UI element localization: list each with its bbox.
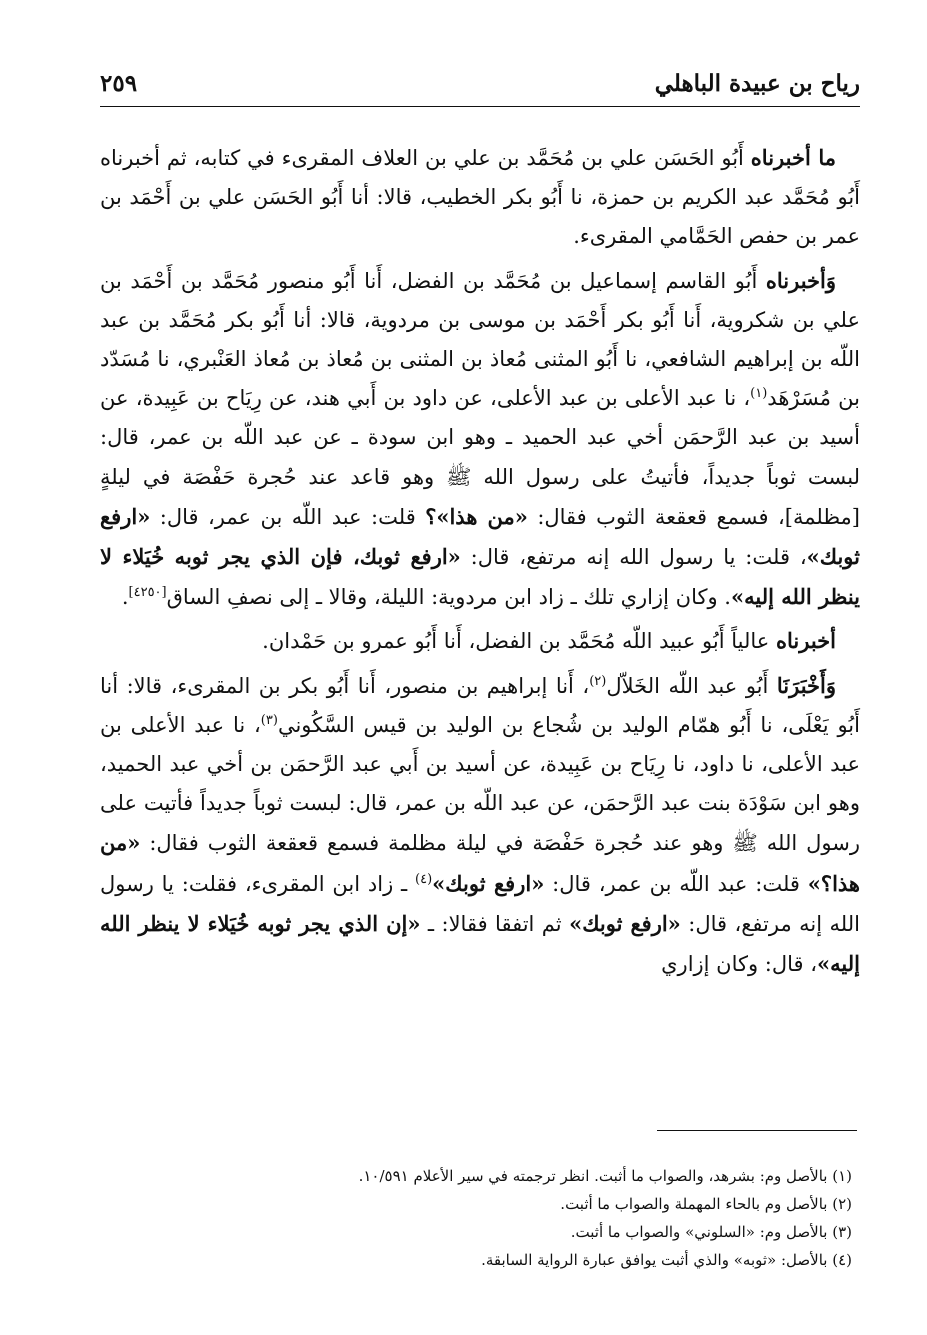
footnote-marker: (١)	[750, 386, 768, 402]
paragraph-4	[100, 666, 860, 985]
hadith-quote: «إن الذي يجر ثوبه خُيَلاء لا ينظر الله إليه»	[100, 910, 860, 977]
paragraph-text: . وكان إزاري تلك ـ زاد ابن مردوية: الليلة، وقالا ـ إلى نصفِ الساق	[166, 585, 731, 610]
page-number: ٢٥٩	[100, 70, 138, 97]
footnote-3: (٣) بالأصل وم: «السلوني» والصواب ما أثبت.	[570, 1223, 852, 1241]
paragraph-1	[100, 138, 860, 257]
footnotes	[100, 1162, 860, 1274]
footnote-marker: (٤)	[415, 871, 433, 887]
paragraph-text: أَبُو الحَسَن علي بن مُحَمَّد بن علي بن العلاف المقرىء في كتابه، ثم أخبرناه أَبُو مُحَمَّد عبد الكريم بن حمزة، نا أَبُو بكر الخطيب، قالا: أنا أَبُو الحَسَن علي بن أَحْمَد بن عمر بن حفص الحَمَّامي المقرىء.	[100, 146, 860, 249]
paragraph-text: ، نا عبد الأعلى بن عبد الأعلى، نا داود، نا رِيَاح بن عَبِيدة، عن أسيد بن أَبي عبد الرَّحمَن بن أخي عبد الحميد، وهو ابن سَوْدَة بنت عبد الرَّحمَن، عن عبد اللّه بن عمر، قال: لبست ثوباً جديداً فأتيت على رسول الله ﷺ وهو عند حُجرة حَفْصَة في ليلة مظلمة فسمع قعقعة الثوب فقال:	[100, 712, 860, 856]
hadith-quote: «ارفع ثوبك»	[100, 503, 860, 570]
paragraph-lead: وَأخبرناه	[765, 267, 836, 293]
paragraph-text: أَبُو عبد اللّه الخَلاّل	[606, 673, 777, 698]
reference-number: [٤٢٥٠]	[128, 585, 167, 601]
hadith-quote: «من هذا»؟	[425, 503, 528, 529]
paragraph-text: قلت: عبد اللّه بن عمر، قال:	[150, 504, 426, 529]
running-header	[100, 66, 860, 107]
hadith-quote: «ارفع ثوبك»	[432, 870, 545, 896]
paragraph-text: ، أَنا إبراهيم بن منصور، أَنا أَبُو بكر بن المقرىء، قالا: أنا أَبُو يَعْلَى، نا أَبُو همّام الوليد بن شُجاع بن الوليد بن قيس السَّكُوني	[100, 673, 860, 737]
footnote-divider	[657, 1130, 857, 1131]
paragraph-text: ، قال: وكان إزاري	[661, 952, 818, 977]
hadith-quote: «ارفع ثوبك»	[569, 910, 681, 936]
paragraph-text: ثم اتفقا فقالا: ـ	[420, 911, 570, 936]
paragraph-lead: أخبرناه	[776, 628, 836, 654]
hadith-quote: «ارفع ثوبك، فإن الذي يجر ثوبه خُيَلاء لا ينظر الله إليه»	[100, 544, 860, 610]
paragraph-lead: ما أخبرناه	[750, 145, 836, 170]
footnote-marker: (٣)	[260, 712, 278, 728]
paragraph-text: ـ زاد ابن المقرىء، فقلت: يا رسول الله إنه مرتفع، قال:	[100, 871, 860, 936]
footnote-2: (٢) بالأصل وم بالحاء المهملة والصواب ما أثبت.	[560, 1195, 852, 1213]
paragraph-lead: وَأَخْبَرَنَا	[776, 672, 837, 698]
paragraph-text: ، نا عبد الأعلى بن عبد الأعلى، عن داود بن أَبي هند، عن رِيَاح بن عَبِيدة، عن أسيد بن عبد الرَّحمَن أخي عبد الحميد ـ وهو ابن سودة ـ عن عبد اللّه بن عمر، قال: لبست ثوباً جديداً، فأتيتُ على رسول الله ﷺ وهو قاعد عند حُجرة حَفْصَة في ليلةٍ [مظلمة]، فسمع قعقعة الثوب فقال:	[100, 386, 860, 529]
footnote-1: (١) بالأصل وم: بشرهد، والصواب ما أثبت. انظر ترجمته في سير الأعلام ١٠/٥٩١.	[358, 1167, 852, 1185]
main-text	[100, 138, 860, 988]
paragraph-text: أَبُو القاسم إسماعيل بن مُحَمَّد بن الفضل، أَنا أَبُو منصور مُحَمَّد بن أَحْمَد بن علي بن شكروية، أَنا أَبُو بكر أَحْمَد بن موسى بن مردوية، قالا: أنا أَبُو بكر مُحَمَّد بن عبد اللّه بن إبراهيم الشافعي، نا أَبُو المثنى مُعاذ بن المثنى بن مُعاذ بن مُعاذ العَنْبري، نا مُسَدّد بن مُسَرْهَد	[100, 268, 860, 411]
footnote-marker: (٢)	[589, 673, 607, 689]
paragraph-3	[100, 621, 860, 661]
footnote-4: (٤) بالأصل: «ثوبه» والذي أثبت يوافق عبارة الرواية السابقة.	[481, 1251, 852, 1269]
paragraph-text: ، قلت: يا رسول الله إنه مرتفع، قال:	[460, 545, 807, 570]
paragraph-2	[100, 261, 860, 618]
paragraph-text: .	[121, 585, 129, 610]
hadith-quote: «من هذا؟»	[100, 830, 860, 896]
paragraph-text: قلت: عبد اللّه بن عمر، قال:	[544, 871, 808, 896]
paragraph-text: عالياً أَبُو عبيد اللّه مُحَمَّد بن الفضل، أَنا أَبُو عمرو بن حَمْدان.	[262, 629, 776, 654]
running-title: رياح بن عبيدة الباهلي	[654, 70, 860, 97]
